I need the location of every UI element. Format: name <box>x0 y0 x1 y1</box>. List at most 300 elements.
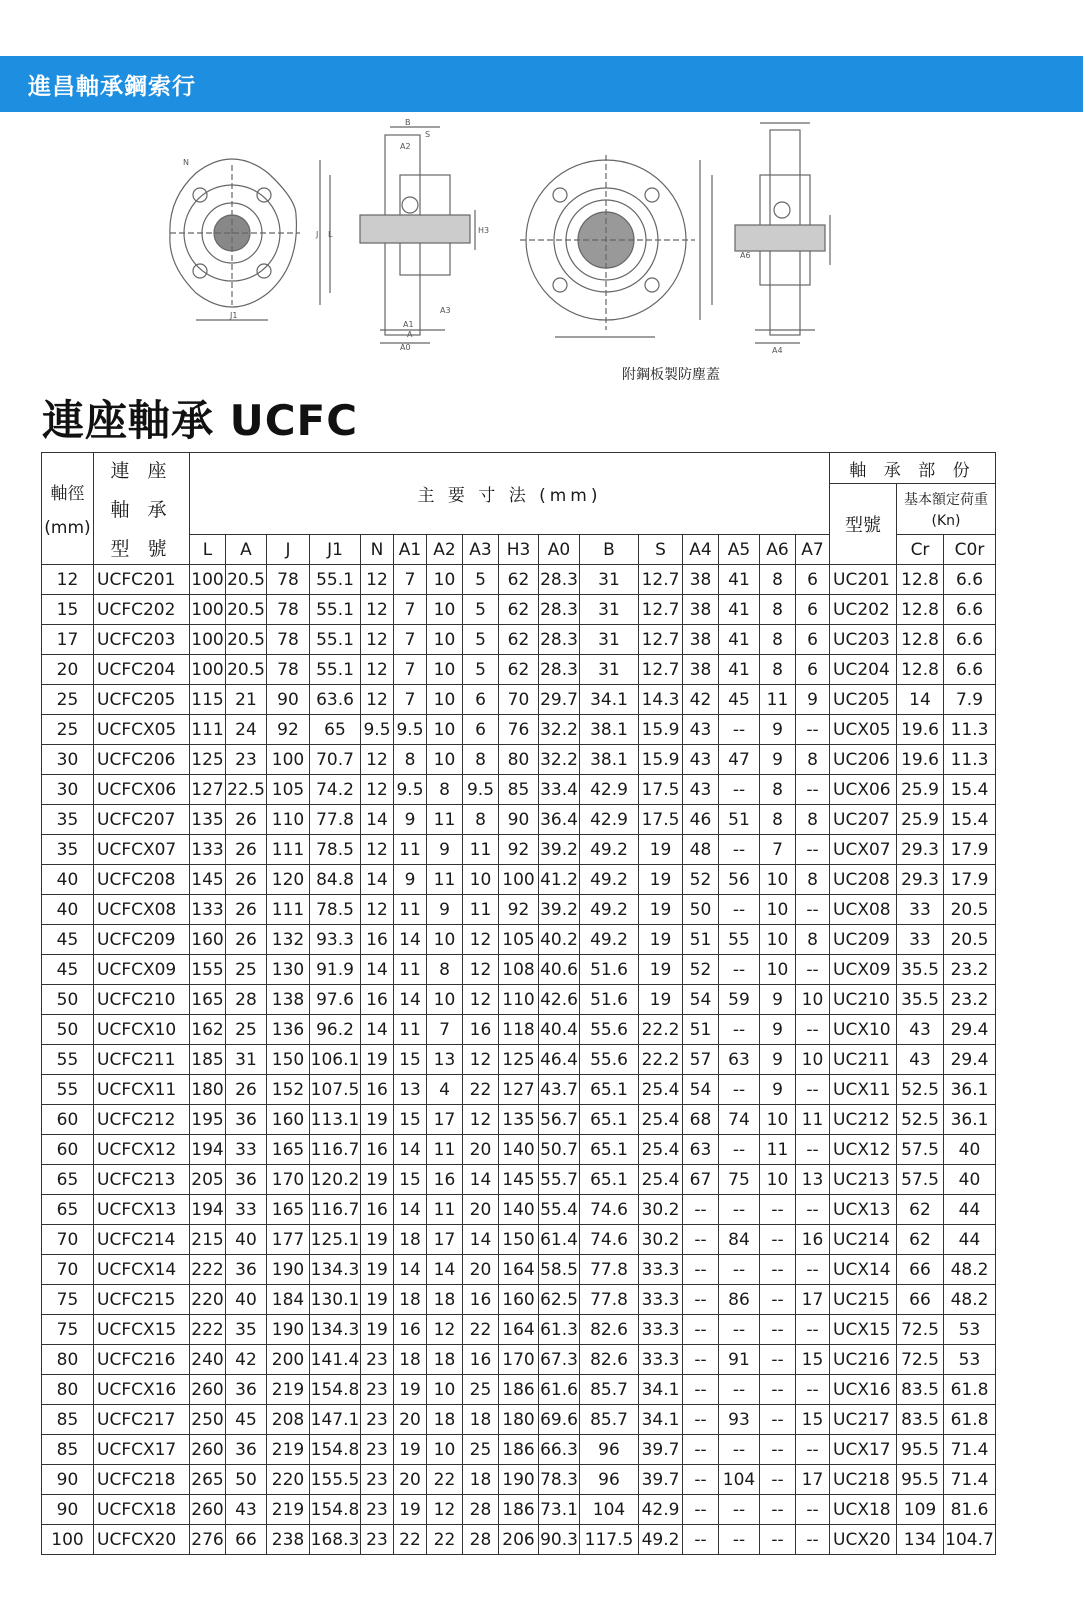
table-cell: 65.1 <box>580 1135 639 1165</box>
table-cell: 12.8 <box>897 625 944 655</box>
table-cell: 10 <box>463 865 499 895</box>
table-cell: -- <box>719 835 760 865</box>
table-cell: 105 <box>267 775 310 805</box>
table-cell: 19 <box>361 1225 394 1255</box>
table-cell: 16 <box>463 1015 499 1045</box>
table-cell: 238 <box>267 1525 310 1555</box>
table-cell: 9.5 <box>463 775 499 805</box>
table-cell: 22 <box>394 1525 427 1555</box>
table-cell: 55.1 <box>310 625 361 655</box>
table-cell: 21 <box>226 685 267 715</box>
table-cell: 10 <box>760 895 796 925</box>
housing-model-cell: UCFCX11 <box>94 1075 190 1105</box>
table-cell: 40.4 <box>539 1015 580 1045</box>
bearing-model-cell: UC206 <box>830 745 897 775</box>
table-cell: -- <box>796 1015 830 1045</box>
table-cell: 49.2 <box>580 865 639 895</box>
table-row <box>42 1015 996 1045</box>
table-cell: 152 <box>267 1075 310 1105</box>
table-cell: 240 <box>190 1345 226 1375</box>
table-cell: 55.6 <box>580 1015 639 1045</box>
table-cell: 14 <box>361 1015 394 1045</box>
table-cell: 12 <box>361 685 394 715</box>
table-cell: 51 <box>683 1015 719 1045</box>
table-cell: 117.5 <box>580 1525 639 1555</box>
table-cell: 104 <box>580 1495 639 1525</box>
spec-table-body <box>42 565 996 1555</box>
table-cell: 19 <box>639 985 683 1015</box>
table-cell: 92 <box>499 895 539 925</box>
table-cell: -- <box>683 1225 719 1255</box>
table-cell: 61.8 <box>944 1405 996 1435</box>
table-cell: 14 <box>463 1165 499 1195</box>
table-cell: 23 <box>226 745 267 775</box>
table-cell: 185 <box>190 1045 226 1075</box>
table-cell: 85 <box>499 775 539 805</box>
table-cell: 106.1 <box>310 1045 361 1075</box>
table-cell: 220 <box>267 1465 310 1495</box>
table-row <box>42 1495 996 1525</box>
table-cell: 85.7 <box>580 1405 639 1435</box>
table-cell: 90 <box>267 685 310 715</box>
table-cell: 13 <box>796 1165 830 1195</box>
table-cell: 39.7 <box>639 1465 683 1495</box>
table-cell: 49.2 <box>639 1525 683 1555</box>
table-cell: 14 <box>394 925 427 955</box>
table-cell: 53 <box>944 1345 996 1375</box>
table-cell: 30.2 <box>639 1195 683 1225</box>
table-cell: 7 <box>427 1015 463 1045</box>
table-cell: 15 <box>394 1105 427 1135</box>
table-cell: 50 <box>683 895 719 925</box>
housing-model-cell: UCFCX14 <box>94 1255 190 1285</box>
table-cell: 19 <box>361 1105 394 1135</box>
table-cell: 36 <box>226 1435 267 1465</box>
table-cell: 133 <box>190 895 226 925</box>
table-cell: 42 <box>683 685 719 715</box>
table-cell: 7 <box>394 685 427 715</box>
table-cell: 65 <box>310 715 361 745</box>
header-banner <box>0 56 1083 112</box>
table-cell: 11 <box>427 865 463 895</box>
bearing-model-cell: UC202 <box>830 595 897 625</box>
table-cell: 44 <box>944 1225 996 1255</box>
table-row <box>42 985 996 1015</box>
label-a2: A2 <box>400 142 411 151</box>
table-cell: 165 <box>267 1195 310 1225</box>
table-cell: 8 <box>796 805 830 835</box>
table-cell: 14 <box>463 1225 499 1255</box>
table-cell: 17.9 <box>944 865 996 895</box>
table-cell: 43 <box>683 745 719 775</box>
table-cell: 11 <box>760 1135 796 1165</box>
bearing-model-cell: UC209 <box>830 925 897 955</box>
table-cell: 66.3 <box>539 1435 580 1465</box>
table-cell: 75 <box>719 1165 760 1195</box>
table-cell: 26 <box>226 895 267 925</box>
table-cell: 160 <box>499 1285 539 1315</box>
table-cell: 74 <box>719 1105 760 1135</box>
table-cell: 8 <box>796 745 830 775</box>
table-cell: 50 <box>42 1015 94 1045</box>
table-cell: 86 <box>719 1285 760 1315</box>
table-row <box>42 685 996 715</box>
table-cell: 29.7 <box>539 685 580 715</box>
table-cell: 55 <box>42 1075 94 1105</box>
table-row <box>42 1525 996 1555</box>
table-cell: 155 <box>190 955 226 985</box>
table-cell: -- <box>796 1525 830 1555</box>
table-cell: 65.1 <box>580 1075 639 1105</box>
table-cell: 8 <box>760 775 796 805</box>
table-cell: 12 <box>463 1105 499 1135</box>
col-header-a2: A2 <box>427 535 463 565</box>
table-cell: 19.6 <box>897 715 944 745</box>
table-cell: 15.9 <box>639 745 683 775</box>
table-cell: 7 <box>394 565 427 595</box>
table-cell: 9 <box>760 1045 796 1075</box>
table-cell: -- <box>719 1135 760 1165</box>
col-header-n: N <box>361 535 394 565</box>
table-cell: 50.7 <box>539 1135 580 1165</box>
table-cell: 10 <box>796 1045 830 1075</box>
table-cell: -- <box>760 1435 796 1465</box>
table-cell: 186 <box>499 1375 539 1405</box>
col-header-a: A <box>226 535 267 565</box>
table-cell: 28.3 <box>539 595 580 625</box>
table-cell: 38.1 <box>580 745 639 775</box>
label-a6: A6 <box>740 251 751 260</box>
table-cell: 34.1 <box>639 1375 683 1405</box>
table-cell: 43 <box>683 715 719 745</box>
label-h3: H3 <box>478 226 490 235</box>
table-row <box>42 1285 996 1315</box>
table-cell: 5 <box>463 625 499 655</box>
table-cell: 12 <box>42 565 94 595</box>
diagram-caption: 附鋼板製防塵蓋 <box>622 367 720 383</box>
table-cell: 58.5 <box>539 1255 580 1285</box>
table-cell: 77.8 <box>310 805 361 835</box>
table-cell: 62 <box>499 655 539 685</box>
table-cell: 11 <box>796 1105 830 1135</box>
table-cell: 25 <box>42 715 94 745</box>
housing-model-cell: UCFCX07 <box>94 835 190 865</box>
bearing-model-cell: UCX06 <box>830 775 897 805</box>
table-cell: -- <box>796 1195 830 1225</box>
table-cell: 22.2 <box>639 1015 683 1045</box>
table-cell: 127 <box>190 775 226 805</box>
table-cell: 265 <box>190 1465 226 1495</box>
table-cell: 20 <box>394 1405 427 1435</box>
table-cell: 15.9 <box>639 715 683 745</box>
table-cell: 45 <box>719 685 760 715</box>
table-cell: 65 <box>42 1165 94 1195</box>
table-cell: 111 <box>267 895 310 925</box>
table-cell: 170 <box>499 1345 539 1375</box>
table-cell: 70 <box>42 1255 94 1285</box>
bearing-model-cell: UC208 <box>830 865 897 895</box>
table-cell: 63 <box>683 1135 719 1165</box>
housing-model-cell: UCFC204 <box>94 655 190 685</box>
table-cell: 38 <box>683 565 719 595</box>
table-cell: 62 <box>499 565 539 595</box>
table-row <box>42 1195 996 1225</box>
table-cell: 71.4 <box>944 1465 996 1495</box>
table-cell: 6 <box>796 625 830 655</box>
table-cell: -- <box>760 1495 796 1525</box>
table-cell: 7 <box>394 595 427 625</box>
bearing-model-cell: UC216 <box>830 1345 897 1375</box>
table-cell: 46 <box>683 805 719 835</box>
table-cell: 9 <box>760 715 796 745</box>
table-cell: 190 <box>499 1465 539 1495</box>
table-cell: 120 <box>267 865 310 895</box>
table-cell: 4 <box>427 1075 463 1105</box>
table-cell: 75 <box>42 1315 94 1345</box>
table-cell: 62 <box>499 595 539 625</box>
table-cell: 96 <box>580 1465 639 1495</box>
table-cell: 67.3 <box>539 1345 580 1375</box>
bearing-model-cell: UC214 <box>830 1225 897 1255</box>
table-cell: 145 <box>190 865 226 895</box>
table-cell: 12 <box>361 835 394 865</box>
table-cell: 127 <box>499 1075 539 1105</box>
table-cell: 23.2 <box>944 955 996 985</box>
table-cell: 100 <box>42 1525 94 1555</box>
table-cell: -- <box>719 1195 760 1225</box>
table-cell: 84.8 <box>310 865 361 895</box>
bearing-model-cell: UCX09 <box>830 955 897 985</box>
table-cell: 29.4 <box>944 1015 996 1045</box>
table-cell: 10 <box>427 715 463 745</box>
table-cell: -- <box>719 1525 760 1555</box>
table-cell: 206 <box>499 1525 539 1555</box>
table-cell: 134.3 <box>310 1255 361 1285</box>
table-cell: 16 <box>361 1195 394 1225</box>
table-cell: 12.8 <box>897 655 944 685</box>
table-cell: 48.2 <box>944 1255 996 1285</box>
table-cell: 108 <box>499 955 539 985</box>
table-row <box>42 865 996 895</box>
table-cell: 215 <box>190 1225 226 1255</box>
table-cell: 8 <box>796 865 830 895</box>
table-cell: 50 <box>226 1465 267 1495</box>
table-cell: 28 <box>463 1525 499 1555</box>
table-cell: 41 <box>719 655 760 685</box>
table-cell: 83.5 <box>897 1375 944 1405</box>
table-cell: -- <box>796 1495 830 1525</box>
table-cell: 38 <box>683 595 719 625</box>
table-row <box>42 1165 996 1195</box>
table-cell: 11 <box>463 835 499 865</box>
table-cell: 92 <box>499 835 539 865</box>
table-cell: 65 <box>42 1195 94 1225</box>
label-n: N <box>183 158 189 167</box>
table-cell: 45 <box>226 1405 267 1435</box>
table-cell: -- <box>796 715 830 745</box>
table-cell: 33 <box>897 895 944 925</box>
table-cell: -- <box>760 1315 796 1345</box>
table-cell: 31 <box>580 595 639 625</box>
table-cell: -- <box>719 715 760 745</box>
table-cell: 9 <box>394 865 427 895</box>
table-cell: 11.3 <box>944 715 996 745</box>
table-cell: 18 <box>463 1405 499 1435</box>
table-cell: 43.7 <box>539 1075 580 1105</box>
table-cell: 40 <box>226 1225 267 1255</box>
bearing-model-cell: UCX16 <box>830 1375 897 1405</box>
table-cell: 10 <box>760 1105 796 1135</box>
table-cell: 14 <box>394 1195 427 1225</box>
table-cell: 40.6 <box>539 955 580 985</box>
table-cell: 32.2 <box>539 745 580 775</box>
table-cell: 12.7 <box>639 655 683 685</box>
table-cell: -- <box>683 1495 719 1525</box>
table-cell: 22.2 <box>639 1045 683 1075</box>
table-cell: 9 <box>427 835 463 865</box>
table-cell: 85.7 <box>580 1375 639 1405</box>
table-cell: 25 <box>463 1375 499 1405</box>
table-cell: 45 <box>42 955 94 985</box>
table-cell: 20.5 <box>944 925 996 955</box>
table-cell: 65.1 <box>580 1105 639 1135</box>
table-cell: 31 <box>580 565 639 595</box>
table-cell: 36.1 <box>944 1105 996 1135</box>
table-cell: 8 <box>760 565 796 595</box>
table-cell: 12.7 <box>639 565 683 595</box>
table-cell: 140 <box>499 1135 539 1165</box>
table-cell: 52.5 <box>897 1105 944 1135</box>
table-cell: 38 <box>683 625 719 655</box>
housing-model-cell: UCFC205 <box>94 685 190 715</box>
table-cell: 18 <box>394 1225 427 1255</box>
table-cell: 43 <box>226 1495 267 1525</box>
table-cell: 145 <box>499 1165 539 1195</box>
table-cell: 10 <box>427 745 463 775</box>
table-cell: 28.3 <box>539 625 580 655</box>
table-cell: 12.8 <box>897 565 944 595</box>
table-cell: -- <box>683 1195 719 1225</box>
table-cell: -- <box>719 1435 760 1465</box>
table-cell: 15 <box>796 1345 830 1375</box>
housing-model-cell: UCFC214 <box>94 1225 190 1255</box>
table-cell: -- <box>683 1345 719 1375</box>
table-cell: 155.5 <box>310 1465 361 1495</box>
table-cell: 51 <box>719 805 760 835</box>
table-cell: 10 <box>427 565 463 595</box>
table-cell: 77.8 <box>580 1285 639 1315</box>
table-cell: 41.2 <box>539 865 580 895</box>
housing-model-cell: UCFC208 <box>94 865 190 895</box>
table-cell: 73.1 <box>539 1495 580 1525</box>
bearing-model-cell: UCX17 <box>830 1435 897 1465</box>
table-cell: 10 <box>427 925 463 955</box>
table-cell: 52 <box>683 955 719 985</box>
table-cell: -- <box>796 1375 830 1405</box>
table-cell: -- <box>796 895 830 925</box>
table-cell: 8 <box>394 745 427 775</box>
table-cell: 100 <box>190 625 226 655</box>
table-cell: 55 <box>42 1045 94 1075</box>
housing-model-cell: UCFC218 <box>94 1465 190 1495</box>
col-header-cr: Cr <box>897 535 944 565</box>
housing-model-cell: UCFC202 <box>94 595 190 625</box>
table-cell: 8 <box>760 655 796 685</box>
table-cell: 10 <box>760 955 796 985</box>
table-cell: 14 <box>394 1135 427 1165</box>
table-cell: 141.4 <box>310 1345 361 1375</box>
table-cell: 20.5 <box>226 595 267 625</box>
bearing-part-header: 軸 承 部 份 <box>830 453 996 484</box>
col-header-s: S <box>639 535 683 565</box>
housing-model-cell: UCFC209 <box>94 925 190 955</box>
table-cell: 100 <box>267 745 310 775</box>
bearing-model-cell: UCX13 <box>830 1195 897 1225</box>
table-cell: 23 <box>361 1525 394 1555</box>
table-cell: 55 <box>719 925 760 955</box>
housing-model-cell: UCFCX17 <box>94 1435 190 1465</box>
col-header-a7: A7 <box>796 535 830 565</box>
table-cell: 42.9 <box>580 775 639 805</box>
table-cell: 6 <box>463 715 499 745</box>
table-cell: 39.2 <box>539 835 580 865</box>
bearing-model-cell: UC217 <box>830 1405 897 1435</box>
table-cell: 15 <box>394 1165 427 1195</box>
col-header-b: B <box>580 535 639 565</box>
bearing-model-cell: UCX05 <box>830 715 897 745</box>
table-cell: 65.1 <box>580 1165 639 1195</box>
front-view-right <box>520 155 712 337</box>
bearing-model-label: 型號 <box>845 515 881 536</box>
table-cell: 52 <box>683 865 719 895</box>
table-cell: 47 <box>719 745 760 775</box>
table-cell: 222 <box>190 1315 226 1345</box>
table-cell: 10 <box>760 1165 796 1195</box>
label-s: S <box>425 130 431 139</box>
table-cell: 11 <box>760 685 796 715</box>
table-cell: 35.5 <box>897 985 944 1015</box>
housing-model-cell: UCFCX16 <box>94 1375 190 1405</box>
table-cell: 17.9 <box>944 835 996 865</box>
side-view-right <box>735 123 830 343</box>
table-cell: 9 <box>760 745 796 775</box>
table-cell: 10 <box>427 985 463 1015</box>
table-cell: -- <box>683 1405 719 1435</box>
table-cell: 16 <box>427 1165 463 1195</box>
diameter-header <box>42 453 94 565</box>
col-header-a6: A6 <box>760 535 796 565</box>
housing-label-2: 軸 承 <box>110 499 173 521</box>
table-cell: 10 <box>760 925 796 955</box>
table-cell: 20 <box>394 1465 427 1495</box>
spec-table <box>41 452 996 1555</box>
table-cell: 28 <box>463 1495 499 1525</box>
table-cell: 57.5 <box>897 1135 944 1165</box>
table-cell: 10 <box>796 985 830 1015</box>
housing-model-cell: UCFC203 <box>94 625 190 655</box>
table-cell: 19 <box>639 925 683 955</box>
table-row <box>42 1045 996 1075</box>
table-cell: 33.3 <box>639 1255 683 1285</box>
table-cell: 11 <box>394 895 427 925</box>
table-cell: 92 <box>267 715 310 745</box>
table-cell: 78 <box>267 625 310 655</box>
table-cell: 5 <box>463 565 499 595</box>
housing-header <box>94 453 190 565</box>
table-cell: 66 <box>897 1255 944 1285</box>
table-cell: 91.9 <box>310 955 361 985</box>
table-cell: 80 <box>42 1375 94 1405</box>
